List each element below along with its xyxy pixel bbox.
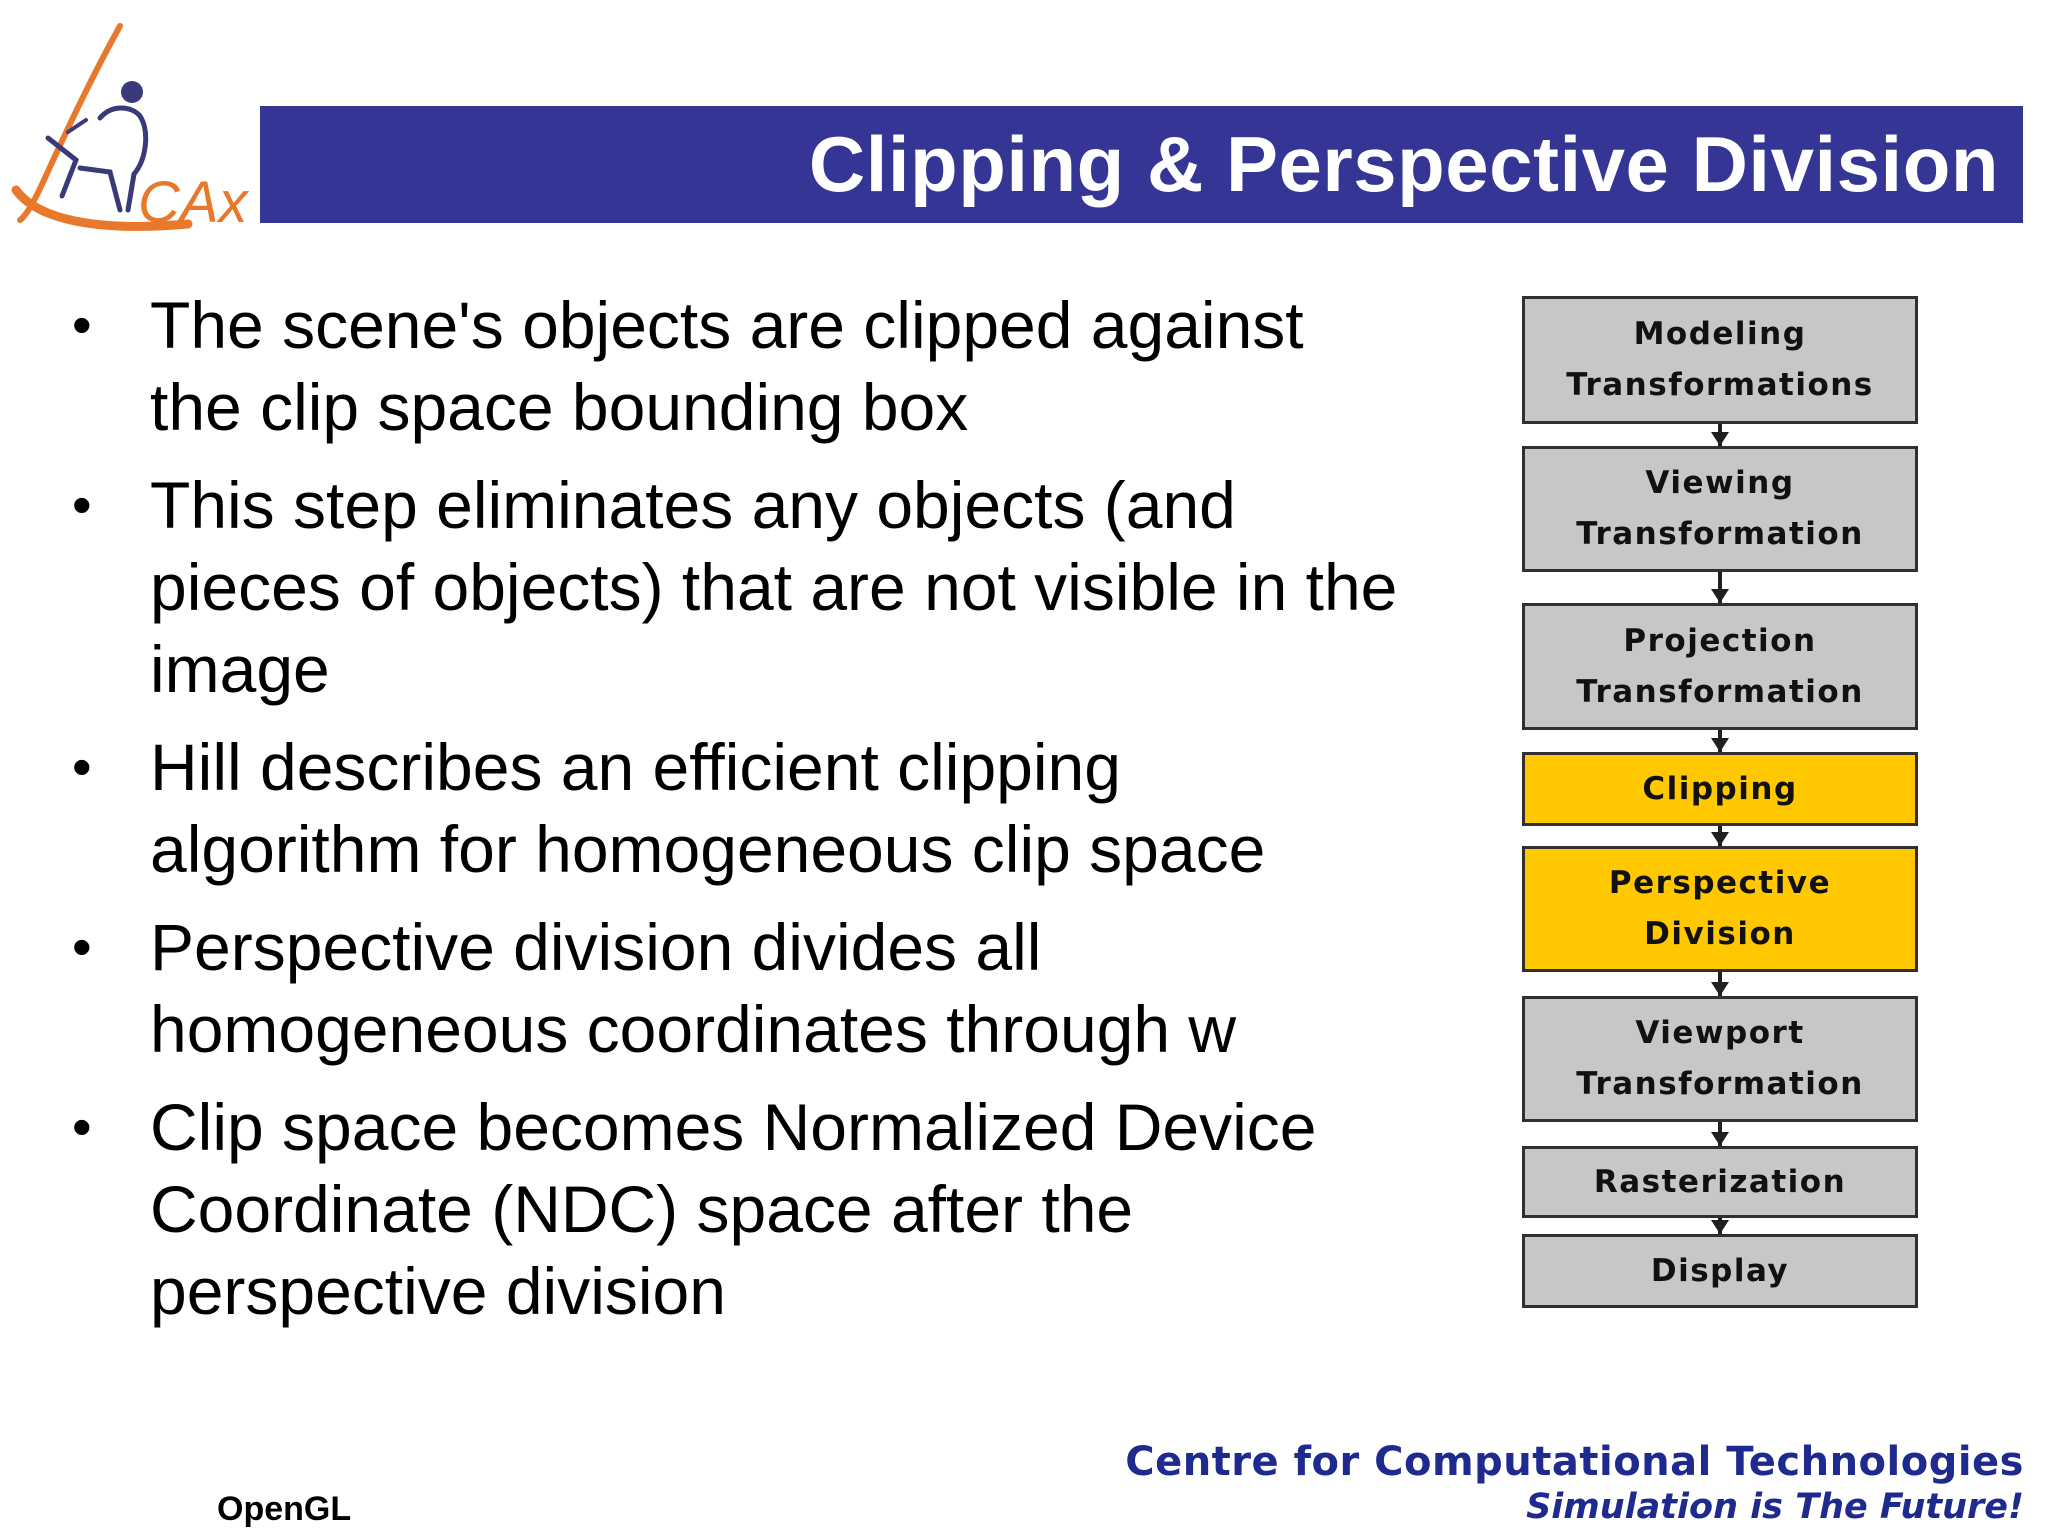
stage-label: Display (1650, 1252, 1790, 1289)
stage-label: Viewing Transformation (1576, 465, 1864, 552)
pipeline-arrow (1718, 1122, 1722, 1146)
bullet-text: Hill describes an efficient clipping algorithm for homogeneous clip space (150, 730, 1266, 886)
footer-organization (1125, 1438, 2024, 1528)
cax-logo-graphic (8, 20, 258, 235)
bullet-item (68, 464, 1408, 710)
bullet-marker: • (72, 915, 92, 978)
organization-name: Centre for Computational Technologies (1125, 1439, 2024, 1485)
bullet-item (68, 726, 1408, 890)
stage-projection-transformation (1522, 603, 1918, 730)
stage-viewing-transformation (1522, 446, 1918, 572)
bullet-marker: • (72, 1095, 92, 1158)
pipeline-diagram (1522, 296, 1918, 1311)
page-title: Clipping & Perspective Division (808, 120, 1999, 208)
bullet-item (68, 284, 1408, 448)
stage-label: Projection Transformation (1576, 622, 1864, 710)
pipeline-arrow (1718, 730, 1722, 752)
stage-rasterization (1522, 1146, 1918, 1218)
bullet-marker: • (72, 473, 92, 536)
pipeline-arrow (1718, 572, 1722, 603)
bullet-item (68, 1086, 1408, 1332)
stage-clipping (1522, 752, 1918, 826)
organization-tagline: Simulation is The Future! (1526, 1487, 2024, 1527)
bullet-list (68, 284, 1408, 1348)
stage-modeling-transformations (1522, 296, 1918, 424)
bullet-text: Clip space becomes Normalized Device Coordinate (NDC) space after the perspective division (150, 1090, 1317, 1328)
bullet-text: This step eliminates any objects (and pieces of objects) that are not visible in the image (150, 468, 1398, 706)
stage-label: Rasterization (1593, 1163, 1847, 1200)
bullet-marker: • (72, 735, 92, 798)
pipeline-arrow (1718, 424, 1722, 446)
stage-label: Clipping (1642, 770, 1798, 807)
pipeline-arrow (1718, 826, 1722, 846)
stage-perspective-division (1522, 846, 1918, 972)
bullet-marker: • (72, 293, 92, 356)
pipeline-arrow (1718, 1218, 1722, 1234)
bullet-item (68, 906, 1408, 1070)
stage-label: Viewport Transformation (1576, 1015, 1864, 1102)
pipeline-arrow (1718, 972, 1722, 996)
bullet-text: The scene's objects are clipped against the clip space bounding box (150, 288, 1304, 444)
stage-label: Perspective Division (1608, 865, 1832, 952)
cax-logo (8, 20, 258, 235)
stage-label: Modeling Transformations (1566, 316, 1874, 403)
stage-viewport-transformation (1522, 996, 1918, 1122)
bullet-text: Perspective division divides all homogeneous coordinates through w (150, 910, 1237, 1066)
footer-topic: OpenGL (217, 1490, 352, 1528)
title-bar (260, 106, 2023, 223)
logo-text: CAx (138, 170, 248, 235)
stage-display (1522, 1234, 1918, 1308)
